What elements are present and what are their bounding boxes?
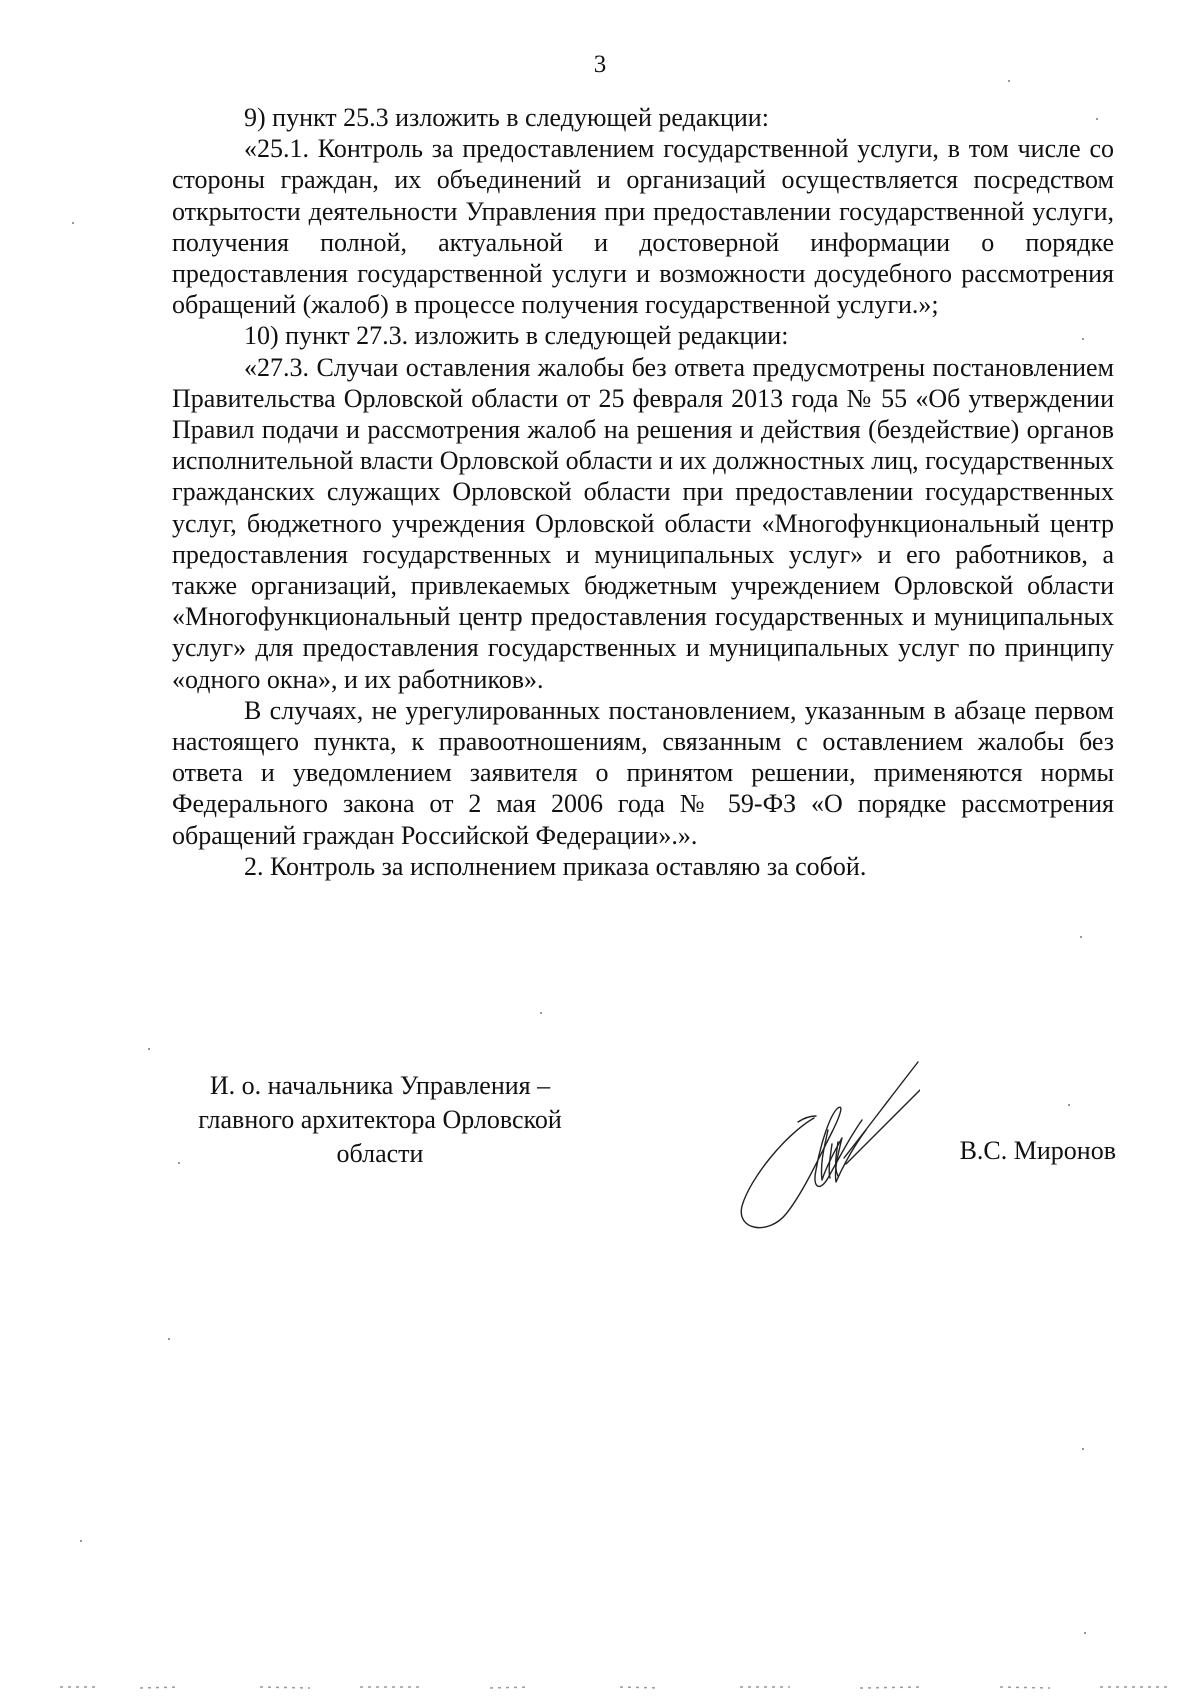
scan-speck: [178, 1162, 180, 1164]
scan-speck: [1082, 338, 1084, 340]
signer-position: [160, 1069, 600, 1171]
scan-speck: [1082, 1448, 1084, 1450]
scan-speck: [540, 1012, 542, 1014]
amendment-item-10: 10) пункт 27.3. изложить в следующей редакции:: [244, 321, 789, 351]
signer-name: В.С. Миронов: [959, 1136, 1116, 1165]
order-control-clause: 2. Контроль за исполнением приказа оставляю за собой.: [244, 851, 867, 881]
page-number: 3: [593, 51, 607, 78]
scan-speck: [1008, 80, 1010, 82]
scan-speck: [80, 1540, 82, 1542]
scan-speck: [1084, 1632, 1086, 1634]
clause-25-1-text: «25.1. Контроль за предоставлением государственной услуги, в том числе со стороны граждан, их объединений и организаций осуществляется посредством открытости деятельности Управления при предоставлении государственной услуги, получения полной, актуальной и достоверной информации о порядке предоставления государственной услуги и возможности досудебного рассмотрения обращений (жалоб) в процессе получения государственной услуги.»;: [172, 134, 1114, 320]
scan-speck: [1096, 118, 1098, 120]
handwritten-signature: [740, 1060, 920, 1235]
clause-27-3-text: «27.3. Случаи оставления жалобы без ответа предусмотрены постановлением Правительства Орловской области от 25 февраля 2013 года № 55 «Об утверждении Правил подачи и рассмотрения жалоб на решения и действия (бездействие) органов исполнительной власти Орловской области и их должностных лиц, государственных гражданских служащих Орловской области при предоставлении государственных услуг, бюджетного учреждения Орловской области «Многофункциональный центр предоставления государственных и муниципальных услуг» и его работников, а также организаций, привлекаемых бюджетным учреждением Орловской области «Многофункциональный центр предоставления государственных и муниципальных услуг» для предоставления государственных и муниципальных услуг по принципу «одного окна», и их работников».: [172, 352, 1114, 694]
scan-speck: [1080, 936, 1082, 938]
scan-edge-noise: [60, 1684, 1180, 1690]
scan-speck: [148, 1048, 150, 1050]
signer-position-line-2: главного архитектора Орловской: [198, 1105, 562, 1134]
scan-speck: [72, 222, 74, 224]
clause-27-3-continuation: В случаях, не урегулированных постановлением, указанным в абзаце первом настоящего пункта, к правоотношениям, связанным с оставлением жалобы без ответа и уведомлением заявителя о принятом решении, применяются нормы Федерального закона от 2 мая 2006 года № 59-ФЗ «О порядке рассмотрения обращений граждан Российской Федерации».».: [172, 695, 1114, 850]
signer-position-line-1: И. о. начальника Управления –: [209, 1071, 551, 1100]
amendment-item-9: 9) пункт 25.3 изложить в следующей редакции:: [244, 103, 769, 132]
document-body: [172, 102, 1114, 882]
scan-speck: [1068, 1104, 1070, 1106]
scan-speck: [168, 1338, 170, 1340]
signer-position-line-3: области: [336, 1139, 424, 1168]
